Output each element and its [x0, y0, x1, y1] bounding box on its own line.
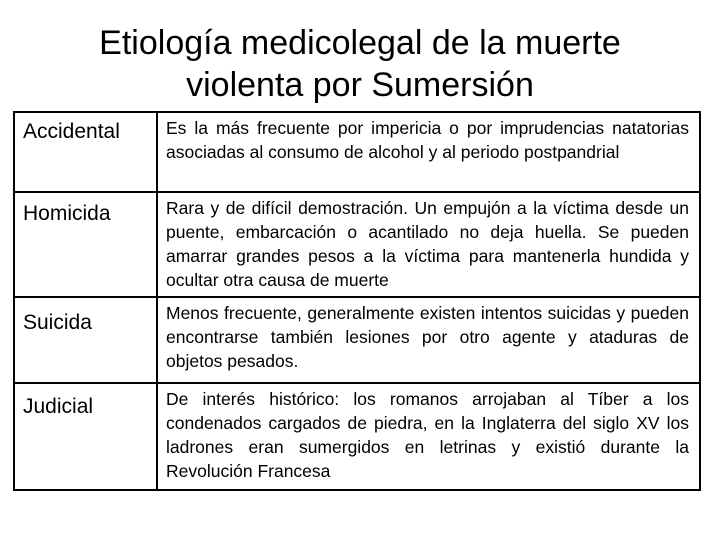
type-cell-judicial: Judicial	[14, 383, 157, 490]
description-cell-judicial: De interés histórico: los romanos arrojaban al Tíber a los condenados cargados de piedra, en la Inglaterra del siglo XV los ladrones eran sumergidos en letrinas y existió durante la Revolución Francesa	[157, 383, 700, 490]
slide-title-line-1: Etiología medicolegal de la muerte	[99, 24, 621, 62]
etiology-table	[13, 111, 701, 491]
slide-title-line-2: violenta por Sumersión	[186, 66, 534, 104]
type-cell-suicida: Suicida	[14, 297, 157, 383]
table-row-suicida	[14, 297, 700, 383]
description-cell-suicida: Menos frecuente, generalmente existen intentos suicidas y pueden encontrarse también lesiones por otro agente y ataduras de objetos pesados.	[157, 297, 700, 383]
table-row-accidental	[14, 112, 700, 192]
type-cell-accidental: Accidental	[14, 112, 157, 192]
slide-title	[0, 22, 720, 106]
table-row-judicial	[14, 383, 700, 490]
description-cell-homicida: Rara y de difícil demostración. Un empujón a la víctima desde un puente, embarcación o acantilado no deja huella. Se pueden amarrar grandes pesos a la víctima para mantenerla hundida y ocultar otra causa de muerte	[157, 192, 700, 297]
description-cell-accidental: Es la más frecuente por impericia o por imprudencias natatorias asociadas al consumo de alcohol y al periodo postpandrial	[157, 112, 700, 192]
table-row-homicida	[14, 192, 700, 297]
type-cell-homicida: Homicida	[14, 192, 157, 297]
